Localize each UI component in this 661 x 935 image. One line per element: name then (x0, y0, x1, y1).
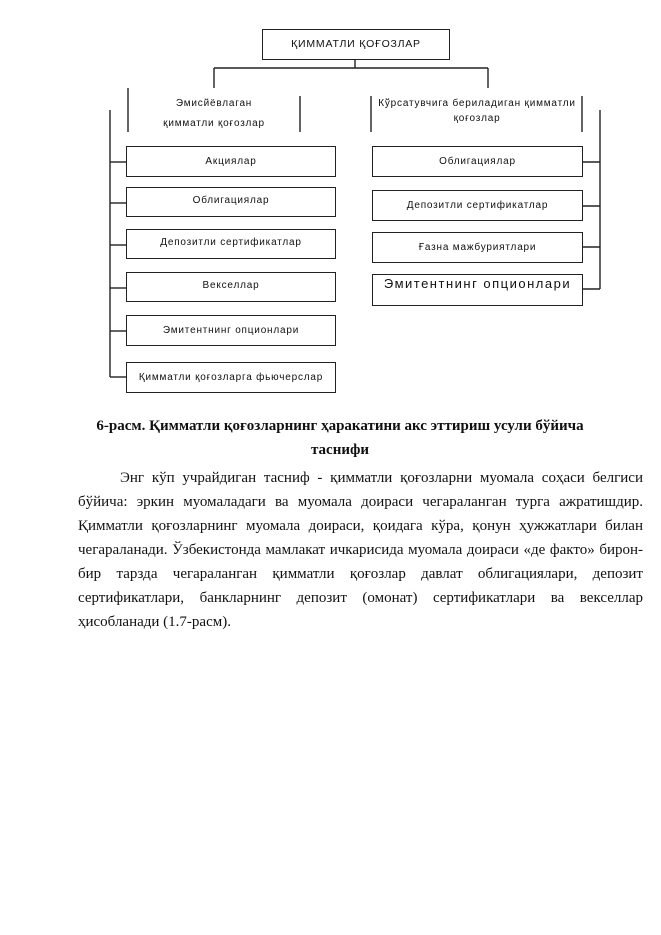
left-item-label: Акциялар (205, 156, 257, 167)
caption-line2: таснифи (310, 442, 369, 458)
right-item-label: Эмитентнинг опционлари (383, 276, 572, 291)
right-item-label: Депозитли сертификатлар (406, 200, 549, 211)
right-header (372, 96, 582, 126)
left-item-label: Депозитли сертификатлар (160, 237, 302, 248)
right-item-treasury-obligations (372, 232, 583, 263)
left-item-deposit-certificates (126, 229, 336, 259)
figure-caption (40, 414, 640, 462)
left-item-issuer-options (126, 315, 336, 346)
right-header-line1: Кўрсатувчига бериладиган қимматли (378, 98, 576, 109)
left-item-futures (126, 362, 336, 393)
left-item-label: Эмитентнинг опционлари (162, 325, 300, 336)
right-item-deposit-certificates (372, 190, 583, 221)
left-item-bonds (126, 187, 336, 217)
left-item-label: Облигациялар (192, 195, 270, 206)
diagram-title-box (262, 29, 450, 60)
left-item-shares (126, 146, 336, 177)
caption-line1: 6-расм. Қимматли қоғозларнинг ҳаракатини акс эттириш усули бўйича (96, 418, 584, 434)
right-item-issuer-options (372, 274, 583, 306)
diagram-title: ҚИММАТЛИ ҚОҒОЗЛАР (291, 38, 421, 50)
right-item-bonds (372, 146, 583, 177)
right-header-line2: қоғозлар (453, 113, 501, 124)
left-header-line1: Эмисйёвлаган (175, 98, 253, 109)
left-item-label: Векселлар (202, 280, 260, 291)
body-paragraph: Энг кўп учрайдиган тасниф - қимматли қоғозларни муомала соҳаси белгиси бўйича: эркин муомаладаги ва муомала доираси чегараланган турга ажратишдир. Қимматли қоғозларнинг муомала доираси, қоидага кўра, қонун ҳужжатлари билан чегараланади. Ўзбекистонда мамлакат ичкарисида муомала доираси «де факто» бирон-бир тарзда чегараланган қимматли қоғозлар давлат облигациялари, депозит сертификатлари, банкларнинг депозит (омонат) сертификатлари ва векселлар ҳисобланади (1.7-расм). (78, 470, 643, 630)
right-item-label: Ғазна мажбуриятлари (418, 242, 537, 253)
left-header (130, 96, 298, 131)
left-item-label: Қимматли қоғозларга фьючерслар (138, 372, 324, 383)
classification-diagram (0, 0, 661, 400)
left-header-line2: қимматли қоғозлар (163, 118, 265, 129)
right-item-label: Облигациялар (439, 156, 516, 167)
left-item-bills (126, 272, 336, 302)
